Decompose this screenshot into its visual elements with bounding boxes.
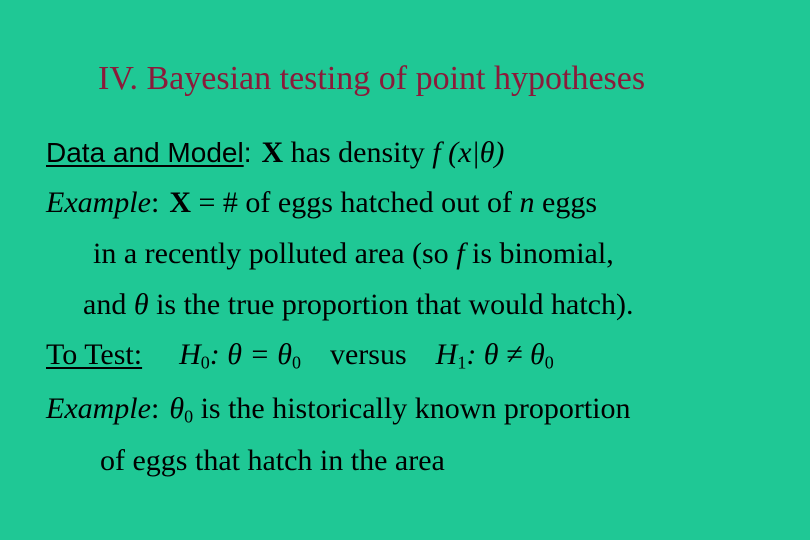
density-args: (x|θ) bbox=[440, 136, 505, 169]
to-test-label: To Test: bbox=[46, 338, 143, 371]
example-line-5 bbox=[100, 444, 445, 478]
example-line-1 bbox=[46, 186, 597, 220]
theta-symbol: θ bbox=[133, 288, 149, 321]
example-label: Example bbox=[46, 186, 151, 219]
density-text: has density bbox=[283, 136, 433, 169]
data-model-line bbox=[46, 136, 504, 170]
to-test-line bbox=[46, 338, 554, 374]
example-tail: eggs bbox=[534, 186, 597, 219]
alternative-hypothesis: $H_1$: $\theta \ne \theta_0$ bbox=[435, 338, 554, 373]
example-text: of eggs hatched out of bbox=[245, 186, 520, 219]
example-line-3 bbox=[83, 288, 633, 322]
text: and bbox=[83, 288, 134, 321]
text: of eggs that hatch in the area bbox=[100, 444, 445, 477]
colon: : bbox=[150, 392, 160, 425]
slide-title: IV. Bayesian testing of point hypotheses bbox=[98, 60, 646, 97]
density-function: f bbox=[432, 136, 441, 169]
text: in a recently polluted area (so bbox=[93, 237, 457, 270]
example-line-2 bbox=[93, 237, 614, 271]
colon: : bbox=[243, 137, 252, 168]
example-label: Example bbox=[46, 392, 151, 425]
colon: : bbox=[150, 186, 160, 219]
random-variable-x: X bbox=[169, 186, 191, 219]
n-variable: n bbox=[519, 186, 535, 219]
equals-hash: = # bbox=[190, 186, 246, 219]
example-text: is the historically known proportion bbox=[193, 392, 631, 425]
f-variable: f bbox=[456, 237, 465, 270]
theta-zero: $\theta_0$ bbox=[169, 392, 194, 427]
text: is binomial, bbox=[464, 237, 614, 270]
random-variable-x: X bbox=[261, 136, 284, 169]
text: is the true proportion that would hatch). bbox=[148, 288, 634, 321]
data-model-label: Data and Model bbox=[46, 137, 244, 168]
versus-text: versus bbox=[329, 338, 407, 371]
example-line-4 bbox=[46, 392, 631, 428]
null-hypothesis: $H_0$: $\theta = \theta_0$ bbox=[179, 338, 301, 373]
